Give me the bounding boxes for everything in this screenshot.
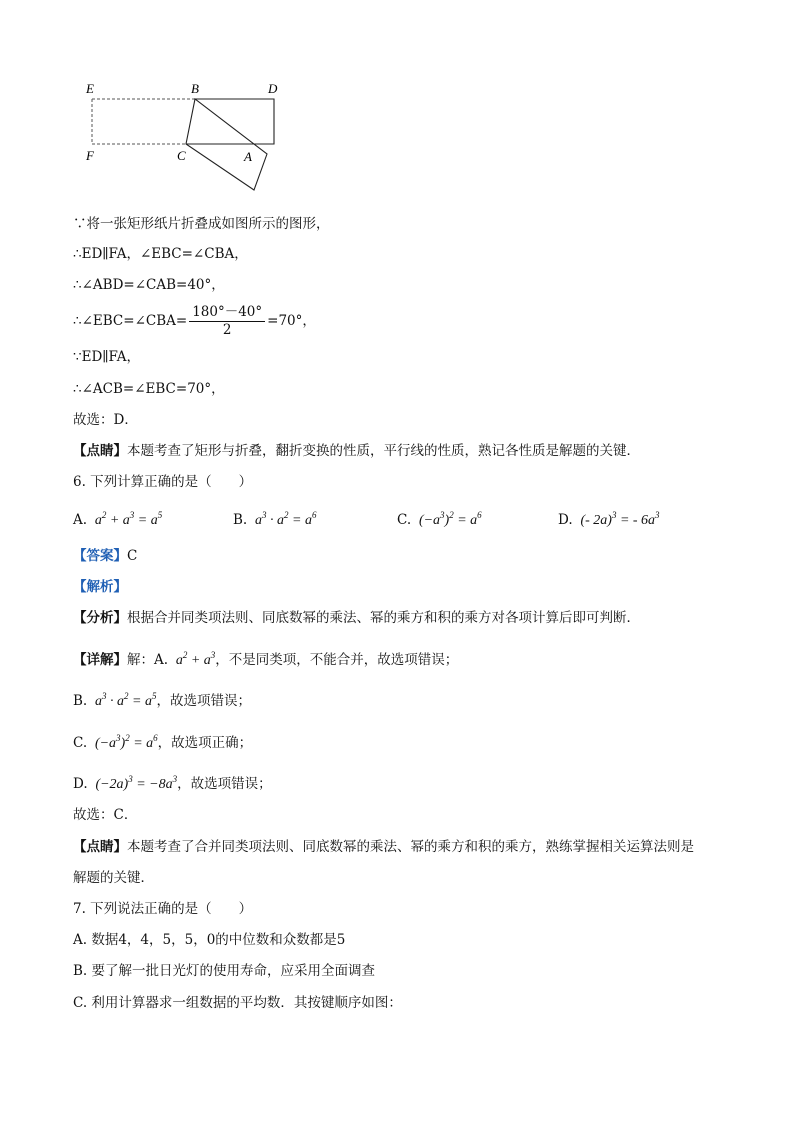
question-7-stem: 7. 下列说法正确的是（ ） [73,901,253,917]
label-E: E [86,81,94,96]
label-F: F [86,148,94,163]
solution-choice: 故选：D． [73,412,138,428]
q6-option-b [233,510,316,529]
solution-line-2: ∴ED∥FA，∠EBC=∠CBA， [73,246,248,262]
xiangjie-c [73,729,252,753]
option-b-label: B. [233,512,248,528]
xiangjie-d-label: D. [73,776,88,792]
label-D: D [268,81,278,96]
label-C: C [177,148,186,163]
comment-6-tag: 【点睛】 [73,839,127,855]
xiangjie-a [73,646,458,670]
q7-option-c: C. 利用计算器求一组数据的平均数．其按键顺序如图： [73,995,402,1011]
comment-tag: 【点睛】 [73,443,127,459]
xiangjie-d-expression: $(-2a)^3 = -8a^3$ [91,774,178,792]
q6-option-d [558,510,660,529]
analysis-heading [73,578,127,596]
comment-6-line-1 [73,838,694,856]
solution-line-4-prefix: ∴∠EBC=∠CBA= [73,313,188,329]
xiangjie-d [73,770,272,794]
solution-line-4-suffix: =70°， [267,313,316,329]
fenxi-text: 根据合并同类项法则、同底数幂的乘法、幂的乘方和积的乘方对各项计算后即可判断． [127,610,640,626]
fraction-numerator: 180°－40° [189,304,265,322]
xiangjie-d-suffix: ，故选项错误； [177,776,272,792]
q7-option-a: A. 数据4，4，5，5，0的中位数和众数都是5 [73,932,346,948]
option-c-expression: $(-a^3)^2 = a^6$ [415,510,482,528]
comment-5 [73,442,640,460]
solution-line-1: ∵将一张矩形纸片折叠成如图所示的图形， [73,216,330,232]
fenxi-line [73,609,640,627]
xiangjie-a-suffix: ，不是同类项，不能合并，故选项错误； [215,652,459,668]
question-6-stem: 6. 下列计算正确的是（ ） [73,474,253,490]
answer-line [73,547,137,565]
fraction-denominator: 2 [222,322,232,338]
solution-line-4 [73,304,316,339]
option-c-label: C. [397,512,412,528]
q6-option-a [73,510,162,529]
xiangjie-b-label: B. [73,693,88,709]
answer-tag: 【答案】 [73,548,127,564]
solution-line-5: ∵ED∥FA， [73,349,140,365]
angle-fraction [189,304,265,339]
fenxi-tag: 【分析】 [73,610,127,626]
solution-line-6: ∴∠ACB=∠EBC=70°， [73,381,225,397]
comment-text: 本题考查了矩形与折叠，翻折变换的性质，平行线的性质，熟记各性质是解题的关键． [127,443,640,459]
option-a-expression: $a^2 + a^3 = a^5$ [91,510,163,528]
xiangjie-tag: 【详解】 [73,652,127,668]
option-b-expression: $a^3 \cdot a^2 = a^6$ [251,510,317,528]
option-d-label: D. [558,512,573,528]
xiangjie-a-prefix: 解：A. [127,652,169,668]
comment-6-line-2: 解题的关键． [73,870,154,886]
analysis-tag: 【解析】 [73,579,127,595]
q6-option-c [397,510,482,529]
q6-choice: 故选：C． [73,807,138,823]
label-A: A [244,149,252,164]
fold-figure [80,78,300,196]
xiangjie-a-expression: $a^2 + a^3$ [172,650,216,668]
xiangjie-c-expression: $(-a^3)^2 = a^6$ [91,733,158,751]
solution-line-3: ∴∠ABD=∠CAB=40°， [73,277,225,293]
answer-value: C [127,548,138,564]
q7-option-b: B. 要了解一批日光灯的使用寿命，应采用全面调查 [73,963,376,979]
xiangjie-c-label: C. [73,735,88,751]
xiangjie-b-suffix: ，故选项错误； [156,693,251,709]
xiangjie-b-expression: $a^3 \cdot a^2 = a^5$ [91,691,157,709]
dashed-rectangle [92,99,195,144]
xiangjie-c-suffix: ，故选项正确； [157,735,253,751]
label-B: B [191,81,199,96]
option-d-expression: (- 2a)$^3$ = - $6a^3$ [576,510,660,528]
solid-lines [186,99,274,190]
comment-6-text: 本题考查了合并同类项法则、同底数幂的乘法、幂的乘方和积的乘方，熟练掌握相关运算法则是 [127,839,694,855]
option-a-label: A. [73,512,88,528]
xiangjie-b [73,687,251,711]
